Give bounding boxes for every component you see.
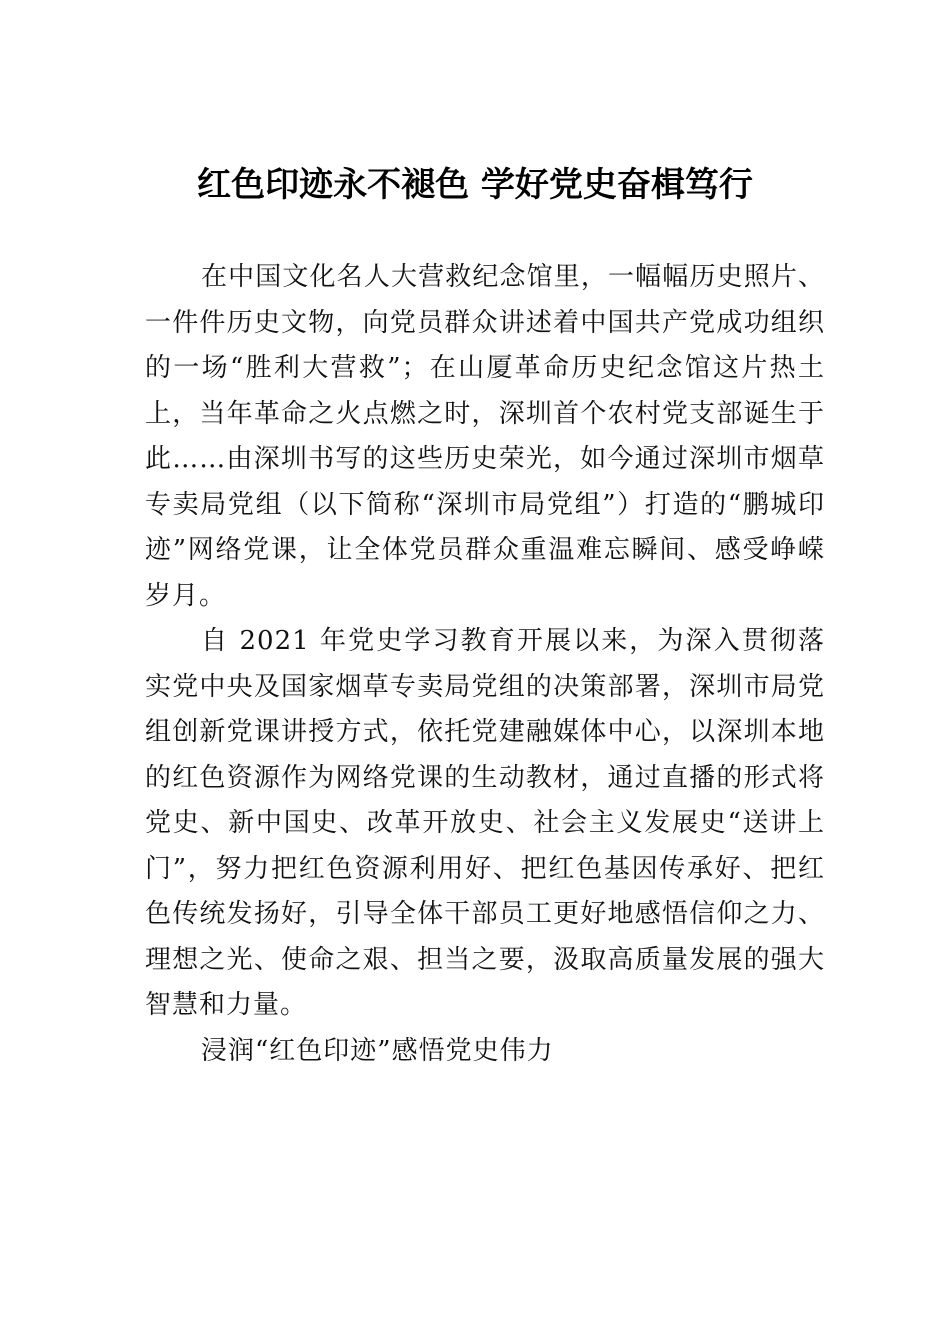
document-body xyxy=(145,255,825,1074)
paragraph-1: 在中国文化名人大营救纪念馆里，一幅幅历史照片、一件件历史文物，向党员群众讲述着中国共产党成功组织的一场“胜利大营救”；在山厦革命历史纪念馆这片热土上，当年革命之火点燃之时，深圳首个农村党支部诞生于此……由深圳书写的这些历史荣光，如今通过深圳市烟草专卖局党组（以下简称“深圳市局党组”）打造的“鹏城印迹”网络党课，让全体党员群众重温难忘瞬间、感受峥嵘岁月。 xyxy=(145,262,825,611)
section-heading: 浸润“红色印迹”感悟党史伟力 xyxy=(201,1035,554,1066)
document-title: 红色印迹永不褪色 学好党史奋楫笃行 xyxy=(197,165,753,205)
paragraph-2: 自 2021 年党史学习教育开展以来，为深入贯彻落实党中央及国家烟草专卖局党组的决策部署，深圳市局党组创新党课讲授方式，依托党建融媒体中心，以深圳本地的红色资源作为网络党课的生动教材，通过直播的形式将党史、新中国史、改革开放史、社会主义发展史“送讲上门”，努力把红色资源利用好、把红色基因传承好、把红色传统发扬好，引导全体干部员工更好地感悟信仰之力、理想之光、使命之艰、担当之要，汲取高质量发展的强大智慧和力量。 xyxy=(145,626,825,1020)
